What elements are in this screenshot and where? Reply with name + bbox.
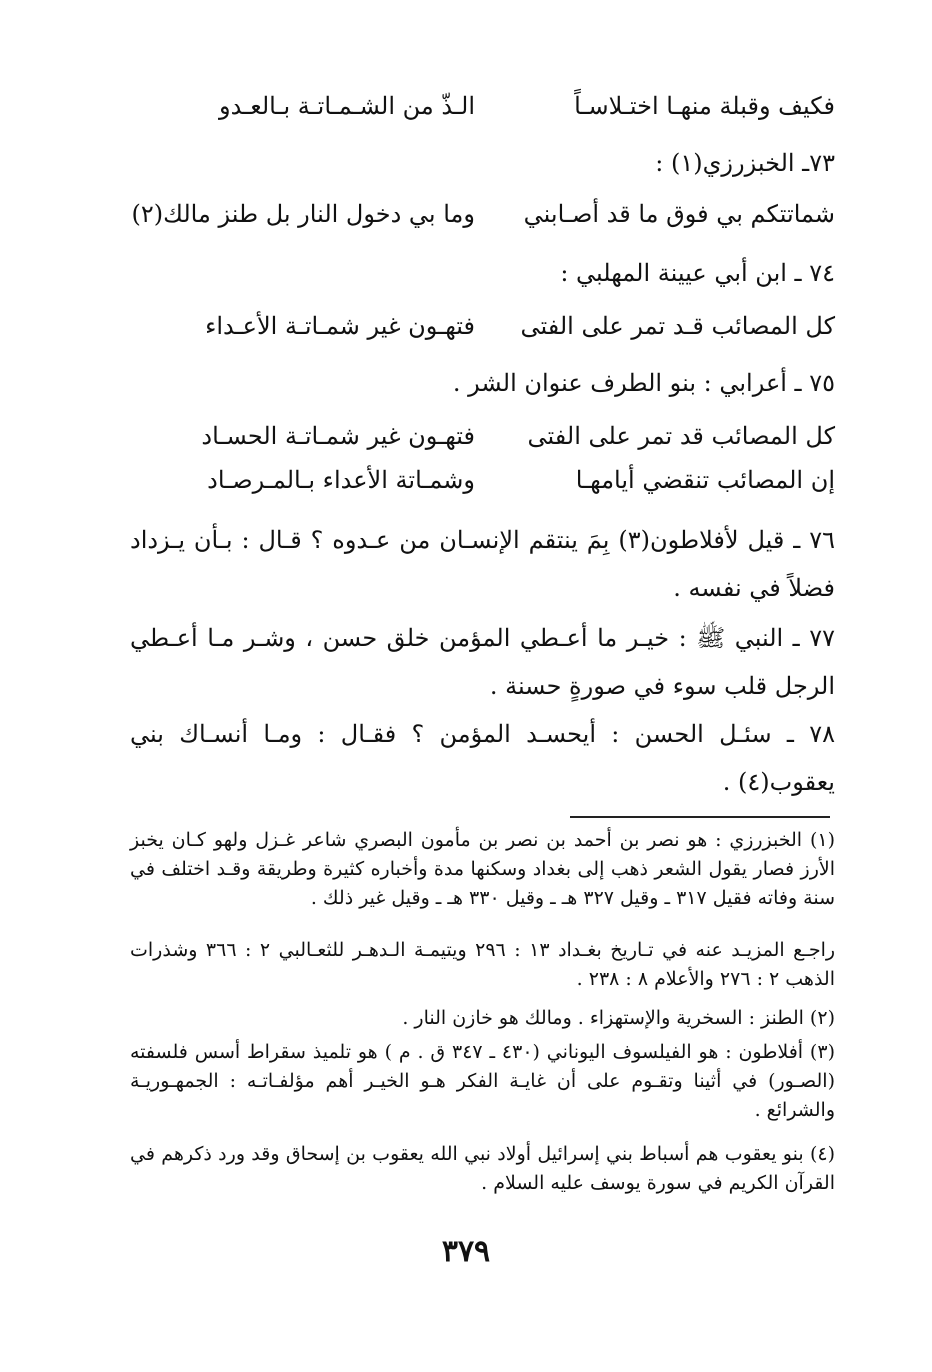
entry-paragraph: ٧٧ ـ النبي ﷺ : خيـر ما أعـطي المؤمن خلق حسن ، وشـر مـا أعـطي الرجل قلب سوء في صورةٍ حسنة . [130,624,835,700]
footnote-separator [570,816,830,818]
verse-first-hemistich: إن المصائب تنقضي أيامهـا [575,466,835,494]
entry-paragraph: ٧٦ ـ قيل لأفلاطون(٣) بِمَ ينتقم الإنسـان من عـدوه ؟ قـال : بـأن يـزداد فضلاً في نفسه . [130,526,835,602]
footnote: (٢) الطنز : السخرية والإستهزاء . ومالك هو خازن النار . [402,1007,835,1029]
verse-first-hemistich: كل المصائب قـد تمر على الفتى [520,312,835,340]
entry-heading: ٧٤ ـ ابن أبي عيينة المهلبي : [560,259,835,287]
verse-second-hemistich: فتهـون غير شمـاتـة الحسـاد [201,422,475,450]
entry-heading: ٧٣ـ الخبزرزي(١) : [655,149,835,177]
verse-first-hemistich: فكيف وقبلة منهـا اختـلاسـاً [574,92,835,120]
footnote: (١) الخبزرزي : هو نصر بن أحمد بن نصر بن مأمون البصري شاعر غـزل ولهو كـان يخبز الأرز فصار يقول الشعر ذهب إلى بغداد وسكنها مدة وأخباره كثيرة وطريقة وقـد اختلف في سنة وفاته فقيل ٣١٧ ـ وقيل ٣٢٧ هـ ـ وقيل ٣٣٠ هـ ـ وقيل غير ذلك . [130,829,835,909]
footnote: (٤) بنو يعقوب هم أسباط بني إسرائيل أولاد نبي الله يعقوب بن إسحاق وقد ورد ذكرهم في القرآن الكريم في سورة يوسف عليه السلام . [130,1143,835,1194]
page-number: ٣٧٩ [441,1234,491,1269]
verse-line [130,422,835,456]
verse-line [130,312,835,346]
entry-heading: ٧٥ ـ أعرابي : بنو الطرف عنوان الشر . [452,369,835,397]
verse-line [130,200,835,234]
verse-first-hemistich: كل المصائب قد تمر على الفتى [527,422,835,450]
verse-line [130,92,835,126]
entry-paragraph: ٧٨ ـ سئـل الحسن : أيحسـد المؤمن ؟ فقـال : ومـا أنسـاك بني يعقوب(٤) . [130,720,835,796]
footnote-continuation: راجـع المزيـد عنه في تـاريخ بغـداد ١٣ : ٢٩٦ ويتيمـة الـدهـر للثعـالبي ٢ : ٣٦٦ وشذرات الذهب ٢ : ٢٧٦ والأعلام ٨ : ٢٣٨ . [130,939,836,990]
verse-first-hemistich: شماتتكم بي فوق ما قد أصـابني [523,200,835,228]
verse-second-hemistich: وشمـاتة الأعداء بـالمـرصـاد [207,466,475,494]
verse-second-hemistich: الـذّ من الشـمـاتـة بـالعـدو [219,92,475,120]
verse-line [130,466,835,500]
verse-second-hemistich: فتهـون غير شمـاتـة الأعـداء [205,312,475,340]
verse-second-hemistich: وما بي دخول النار بل طنز مالك(٢) [131,200,475,228]
footnote: (٣) أفلاطون : هو الفيلسوف اليوناني (٤٣٠ ـ ٣٤٧ ق . م ) هو تلميذ سقراط أسس فلسفته (الصـور) في أثينا وتقـوم على أن غايـة الفكر هـو الخيـر أهم مؤلفـاتـه : الجمهـوريـة والشرائع . [130,1041,835,1121]
